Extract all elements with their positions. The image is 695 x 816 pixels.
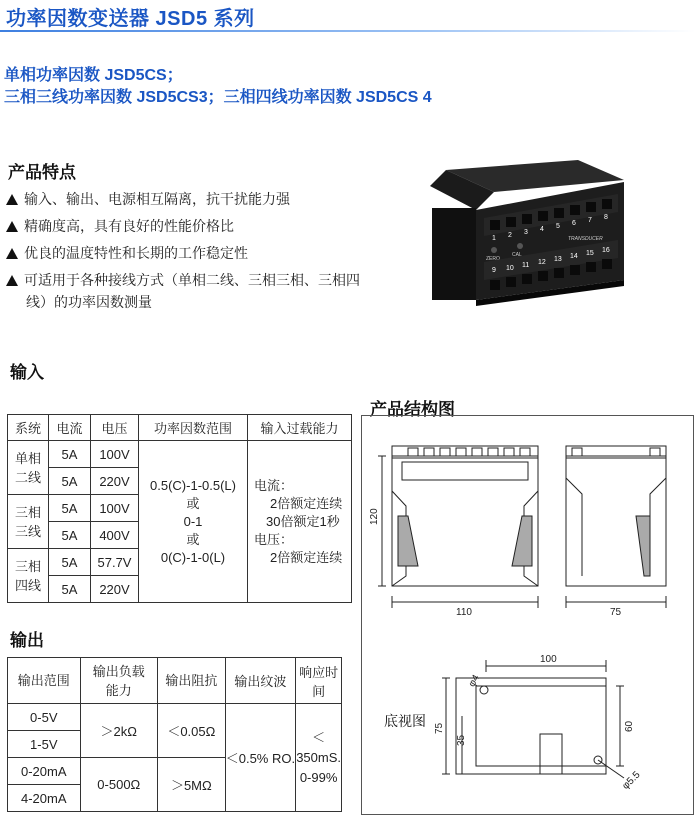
- overload-cell: 电流： 2倍额定连续 30倍额定1秒 电压： 2倍额定连续: [248, 441, 352, 603]
- terminal-number: 4: [540, 226, 544, 233]
- input-table: [7, 414, 352, 603]
- col-header-overload: 输入过载能力: [248, 415, 352, 441]
- system-cell: 三相四线: [8, 549, 49, 603]
- hole-dim-5-5: φ5.5: [620, 769, 643, 792]
- voltage-cell: 100V: [91, 495, 139, 522]
- page-title: 功率因数变送器 JSD5 系列: [6, 8, 255, 30]
- terminal-number: 13: [554, 256, 562, 263]
- current-cell: 5A: [49, 549, 91, 576]
- terminal-number: 9: [492, 267, 496, 274]
- hole-dim-4: φ4: [466, 673, 483, 689]
- feature-item: 输入、输出、电源相互隔离，抗干扰能力强: [6, 188, 360, 210]
- terminal-number: 12: [538, 259, 546, 266]
- feature-item: 优良的温度特性和长期的工作稳定性: [6, 242, 360, 264]
- system-cell: 单相二线: [8, 441, 49, 495]
- dim-bottom-height-35: 35: [456, 734, 467, 746]
- col-header-voltage: 电压: [91, 415, 139, 441]
- col-header-response: 响应时间: [296, 658, 342, 704]
- voltage-cell: 220V: [91, 576, 139, 603]
- current-cell: 5A: [49, 441, 91, 468]
- range-cell: 0-5V: [8, 704, 81, 731]
- subtitle-three-phase: 三相三线功率因数 JSD5CS3；三相四线功率因数 JSD5CS 4: [4, 89, 432, 106]
- triangle-bullet-icon: [6, 194, 18, 205]
- terminal-number: 16: [602, 247, 610, 254]
- terminal-number: 15: [586, 250, 594, 257]
- range-cell: 4-20mA: [8, 785, 81, 812]
- col-header-range: 输出范围: [8, 658, 81, 704]
- col-header-impedance: 输出阻抗: [158, 658, 226, 704]
- output-heading: 输出: [10, 631, 44, 650]
- col-header-ripple: 输出纹波: [225, 658, 296, 704]
- title-rule: [0, 30, 695, 32]
- terminal-number: 6: [572, 220, 576, 227]
- terminal-number: 7: [588, 217, 592, 224]
- feature-item-continued: 线）的功率因数测量: [26, 294, 152, 310]
- range-cell: 1-5V: [8, 731, 81, 758]
- load-cell-voltage: ＞2kΩ: [80, 704, 157, 758]
- ripple-cell: ＜0.5% RO.: [225, 704, 296, 812]
- feature-list: [6, 188, 360, 313]
- col-header-current: 电流: [49, 415, 91, 441]
- terminal-number: 11: [522, 262, 530, 269]
- range-cell: 0-20mA: [8, 758, 81, 785]
- dim-front-width: 110: [456, 607, 472, 618]
- terminal-number: 1: [492, 235, 496, 242]
- terminal-number: 5: [556, 223, 560, 230]
- triangle-bullet-icon: [6, 221, 18, 232]
- impedance-cell-current: ＞5MΩ: [158, 758, 226, 812]
- terminal-number: 14: [570, 253, 578, 260]
- response-cell: ＜350mS. 0-99%: [296, 704, 342, 812]
- product-photo: [428, 158, 626, 308]
- bottom-view-label: 底视图: [384, 713, 426, 729]
- voltage-cell: 100V: [91, 441, 139, 468]
- voltage-cell: 400V: [91, 522, 139, 549]
- structure-heading: 产品结构图: [370, 400, 455, 419]
- dim-side-width: 75: [610, 607, 622, 618]
- structure-drawing: [362, 416, 691, 812]
- col-header-system: 系统: [8, 415, 49, 441]
- input-heading: 输入: [10, 363, 44, 382]
- feature-item: 可适用于各种接线方式（单相二线、三相三相、三相四: [6, 269, 360, 291]
- col-header-pf-range: 功率因数范围: [139, 415, 248, 441]
- dim-front-height: 120: [369, 508, 380, 525]
- brand-label: TRANSDUCER: [568, 236, 603, 242]
- dim-bottom-width: 100: [540, 654, 557, 665]
- feature-item: 精确度高，具有良好的性能价格比: [6, 215, 360, 237]
- triangle-bullet-icon: [6, 275, 18, 286]
- pf-range-cell: 0.5(C)-1-0.5(L) 或 0-1 或 0(C)-1-0(L): [139, 441, 248, 603]
- current-cell: 5A: [49, 522, 91, 549]
- dim-bottom-height-75: 75: [434, 722, 445, 734]
- current-cell: 5A: [49, 576, 91, 603]
- impedance-cell-voltage: ＜0.05Ω: [158, 704, 226, 758]
- current-cell: 5A: [49, 468, 91, 495]
- system-cell: 三相三线: [8, 495, 49, 549]
- zero-pot-label: ZERO: [486, 256, 500, 262]
- terminal-number: 10: [506, 265, 514, 272]
- output-table: [7, 657, 342, 812]
- subtitle-single-phase: 单相功率因数 JSD5CS；: [4, 67, 183, 84]
- current-cell: 5A: [49, 495, 91, 522]
- voltage-cell: 220V: [91, 468, 139, 495]
- terminal-number: 8: [604, 214, 608, 221]
- col-header-load: 输出负载能力: [80, 658, 157, 704]
- load-cell-current: 0-500Ω: [80, 758, 157, 812]
- cal-pot-label: CAL: [512, 252, 522, 258]
- dim-bottom-height-60: 60: [624, 720, 635, 732]
- triangle-bullet-icon: [6, 248, 18, 259]
- features-heading: 产品特点: [8, 163, 76, 182]
- terminal-number: 2: [508, 232, 512, 239]
- terminal-number: 3: [524, 229, 528, 236]
- voltage-cell: 57.7V: [91, 549, 139, 576]
